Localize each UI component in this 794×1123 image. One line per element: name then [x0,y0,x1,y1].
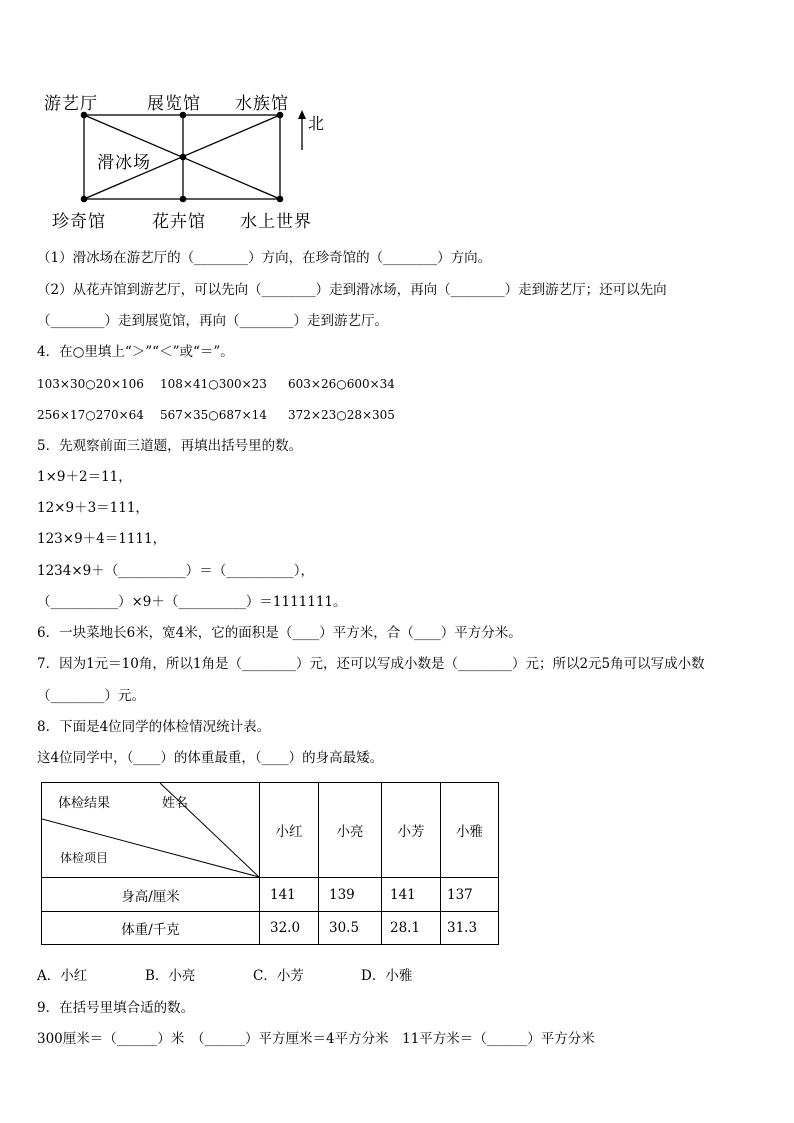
map-label-exhibition: 展览馆 [147,94,201,114]
q4-r2-c2: 567×35○687×14 [160,408,267,422]
corner-label-item: 体检项目 [60,851,109,865]
north-label: 北 [308,114,326,133]
table-cell: 141 [260,878,319,912]
q8-option-a: A．小红 [37,968,88,984]
q5-line-4: 1234×9＋（__________）＝（__________）， [37,563,315,579]
table-cell: 31.3 [441,912,499,945]
q8-option-c: C．小芳 [253,968,304,984]
q5-title: 5．先观察前面三道题，再填出括号里的数。 [37,438,303,454]
q4-title: 4．在○里填上“＞”“＜”或“＝”。 [37,344,234,360]
table-cell: 30.5 [319,912,382,945]
map-label-water-world: 水上世界 [240,212,312,232]
q4-r2-c1: 256×17○270×64 [37,408,144,422]
table-header-name: 小亮 [319,783,382,878]
table-cell: 139 [319,878,382,912]
q8-option-d: D．小雅 [361,968,413,984]
q4-r1-c2: 108×41○300×23 [160,377,267,391]
direction-map [0,0,794,240]
q9-title: 9．在括号里填合适的数。 [37,1000,195,1016]
corner-label-name: 姓名 [162,796,189,811]
table-cell: 32.0 [260,912,319,945]
q3-part1: （1）滑冰场在游艺厅的（________）方向，在珍奇馆的（________）方向。 [37,250,492,266]
map-label-aquarium: 水族馆 [235,94,289,114]
q5-line-1: 1×9＋2＝11， [37,469,132,485]
table-cell: 28.1 [382,912,441,945]
map-label-skating-rink: 滑冰场 [97,153,151,173]
table-row [42,878,499,912]
table-header-name: 小红 [260,783,319,878]
q4-r1-c1: 103×30○20×106 [37,377,144,391]
table-corner-cell [42,783,260,878]
q4-r2-c3: 372×23○28×305 [288,408,395,422]
q6-text: 6．一块菜地长6米，宽4米，它的面积是（____）平方米，合（____）平方分米。 [37,625,522,641]
q5-line-3: 123×9＋4＝1111， [37,531,167,547]
q8-option-b: B．小亮 [145,968,196,984]
q8-title: 8．下面是4位同学的体检情况统计表。 [37,719,271,735]
q3-part2-line2: （________）走到展览馆，再向（________）走到游艺厅。 [37,313,388,329]
row-label: 体重/千克 [42,912,260,945]
table-header-name: 小芳 [382,783,441,878]
q7-line1: 7．因为1元＝10角，所以1角是（________）元，还可以写成小数是（________）元；所以2元5角可以写成小数 [37,656,705,672]
row-label: 身高/厘米 [42,878,260,912]
table-header-name: 小雅 [441,783,499,878]
q3-part2-line1: （2）从花卉馆到游艺厅，可以先向（________）走到滑冰场，再向（________）走到游艺厅；还可以先向 [37,282,667,298]
q9-line: 300厘米＝（______）米 （______）平方厘米＝4平方分米 11平方米＝（______）平方分米 [37,1031,595,1047]
health-check-table [41,782,499,945]
table-row [42,912,499,945]
map-label-curiosities: 珍奇馆 [52,212,106,232]
table-cell: 137 [441,878,499,912]
q5-line-2: 12×9＋3＝111， [37,500,149,516]
table-cell: 141 [382,878,441,912]
corner-label-result: 体检结果 [58,796,111,811]
map-label-arcade: 游艺厅 [44,94,98,114]
q7-line2: （________）元。 [37,688,145,704]
q4-r1-c3: 603×26○600×34 [288,377,395,391]
map-label-flowers: 花卉馆 [152,212,206,232]
q5-line-5: （__________）×9＋（__________）＝1111111。 [37,594,347,610]
q8-question: 这4位同学中，（____）的体重最重，（____）的身高最矮。 [37,750,384,766]
